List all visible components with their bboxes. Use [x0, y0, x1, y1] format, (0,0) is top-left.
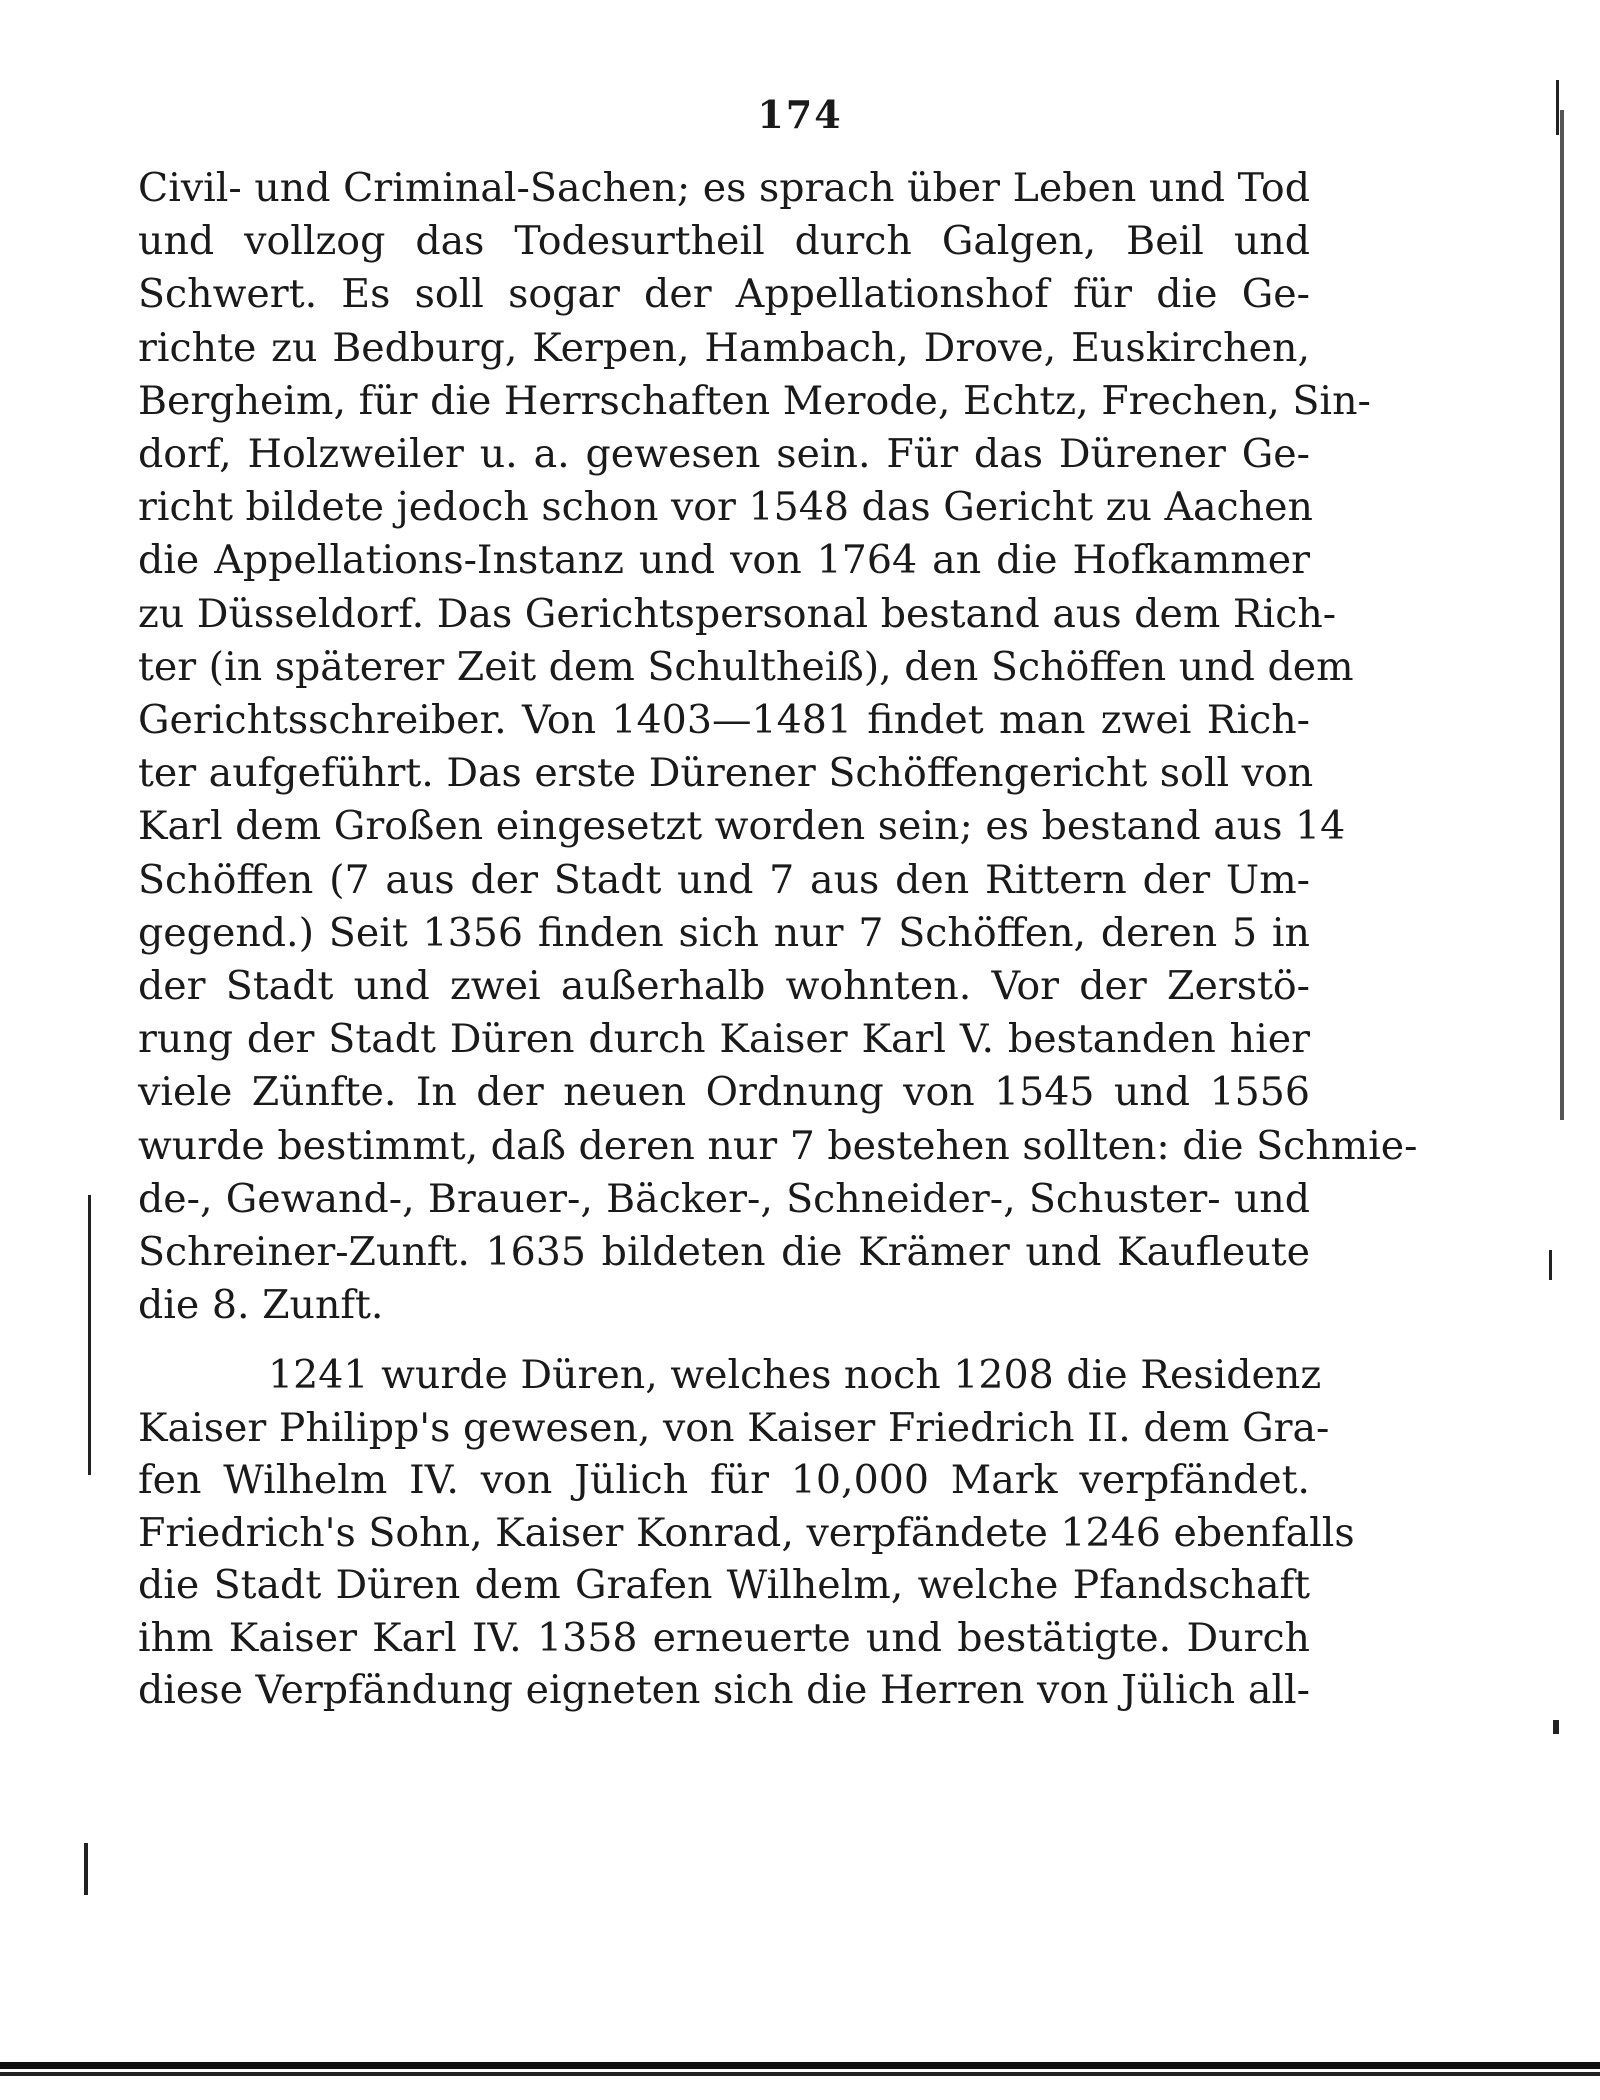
- left-margin-mark-lower: [84, 1843, 88, 1895]
- text-line: viele Zünfte. In der neuen Ordnung von 1545 und 1556: [138, 1069, 1310, 1116]
- text-line: fen Wilhelm IV. von Jülich für 10,000 Mark verpfändet.: [138, 1457, 1310, 1504]
- text-line: Schwert. Es soll sogar der Appellationshof für die Ge-: [138, 271, 1310, 318]
- right-edge-dot: [1553, 1720, 1559, 1734]
- text-line: die Appellations-Instanz und von 1764 an die Hofkammer: [138, 537, 1310, 584]
- text-line: richt bildete jedoch schon vor 1548 das Gericht zu Aachen: [138, 484, 1313, 531]
- text-line: Civil- und Criminal-Sachen; es sprach über Leben und Tod: [138, 165, 1310, 211]
- right-edge-mark-lower: [1549, 1250, 1552, 1280]
- bottom-rule: [0, 2062, 1600, 2069]
- text-line: und vollzog das Todesurtheil durch Galgen, Beil und: [138, 218, 1310, 265]
- text-line: die Stadt Düren dem Grafen Wilhelm, welche Pfandschaft: [138, 1562, 1310, 1609]
- text-line: gegend.) Seit 1356 finden sich nur 7 Schöffen, deren 5 in: [138, 909, 1310, 956]
- text-line: Kaiser Philipp's gewesen, von Kaiser Friedrich II. dem Gra-: [138, 1404, 1330, 1451]
- text-line: Bergheim, für die Herrschaften Merode, Echtz, Frechen, Sin-: [138, 377, 1371, 424]
- text-line: Gerichtsschreiber. Von 1403—1481 findet man zwei Rich-: [138, 697, 1310, 744]
- text-line: wurde bestimmt, daß deren nur 7 bestehen sollten: die Schmie-: [138, 1122, 1418, 1169]
- page-body: [138, 162, 1418, 1717]
- text-line: Friedrich's Sohn, Kaiser Konrad, verpfändete 1246 ebenfalls: [138, 1509, 1355, 1556]
- text-line: de-, Gewand-, Brauer-, Bäcker-, Schneider-, Schuster- und: [138, 1175, 1310, 1222]
- left-margin-mark: [88, 1195, 91, 1475]
- text-line: ter (in späterer Zeit dem Schultheiß), den Schöffen und dem: [138, 643, 1354, 690]
- text-line: ter aufgeführt. Das erste Dürener Schöffengericht soll von: [138, 750, 1314, 797]
- bottom-rule-shadow: [0, 2072, 1600, 2076]
- paragraph-1: [138, 162, 1418, 1332]
- text-line: der Stadt und zwei außerhalb wohnten. Vor der Zerstö-: [138, 963, 1310, 1010]
- text-line: die 8. Zunft.: [138, 1282, 384, 1329]
- text-line: Schreiner-Zunft. 1635 bildeten die Krämer und Kaufleute: [138, 1229, 1310, 1276]
- text-line: ihm Kaiser Karl IV. 1358 erneuerte und bestätigte. Durch: [138, 1614, 1310, 1661]
- text-line: diese Verpfändung eigneten sich die Herren von Jülich all-: [138, 1667, 1310, 1714]
- right-edge-mark: [1556, 80, 1559, 135]
- text-line: Schöffen (7 aus der Stadt und 7 aus den Rittern der Um-: [138, 856, 1310, 903]
- text-line: zu Düsseldorf. Das Gerichtspersonal bestand aus dem Rich-: [138, 590, 1337, 637]
- text-line: richte zu Bedburg, Kerpen, Hambach, Drove, Euskirchen,: [138, 324, 1310, 371]
- paragraph-2: [138, 1349, 1355, 1717]
- text-line: Karl dem Großen eingesetzt worden sein; es bestand aus 14: [138, 803, 1346, 850]
- page-number: 174: [757, 92, 843, 137]
- text-line: dorf, Holzweiler u. a. gewesen sein. Für das Dürener Ge-: [138, 431, 1310, 478]
- text-line: 1241 wurde Düren, welches noch 1208 die Residenz: [268, 1352, 1322, 1399]
- right-edge-line: [1560, 110, 1564, 1120]
- text-line: rung der Stadt Düren durch Kaiser Karl V. bestanden hier: [138, 1016, 1310, 1063]
